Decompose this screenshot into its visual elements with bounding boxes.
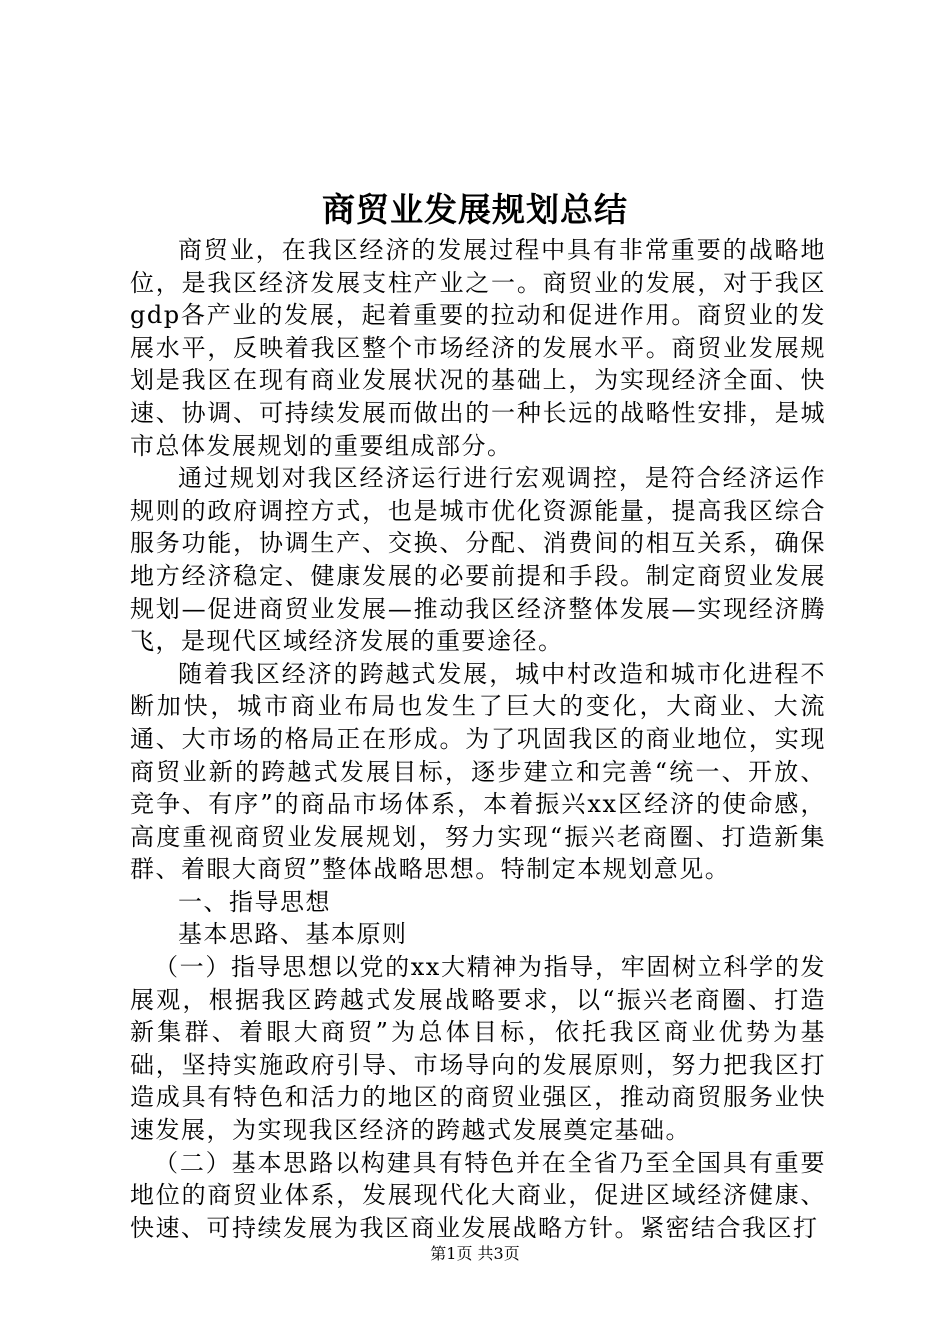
paragraph-basic-approach: （二）基本思路以构建具有特色并在全省乃至全国具有重要地位的商贸业体系，发展现代化大商业，促进区域经济健康、快速、可持续发展为我区商业发展战略方针。紧密结合我区打 [130,1148,826,1242]
document-body [130,234,826,1244]
page-footer: 第1页 共3页 [430,1244,520,1263]
document-title: 商贸业发展规划总结 [322,190,628,229]
section-subheading-basic-principles: 基本思路、基本原则 [178,920,408,949]
paragraph-planning-regulation: 通过规划对我区经济运行进行宏观调控，是符合经济运作规则的政府调控方式，也是城市优化资源能量，提高我区综合服务功能，协调生产、交换、分配、消费间的相互关系，确保地方经济稳定、健康发展的必要前提和手段。制定商贸业发展规划—促进商贸业发展—推动我区经济整体发展—实现经济腾飞，是现代区域经济发展的重要途径。 [130,464,826,656]
paragraph-intro: 商贸业，在我区经济的发展过程中具有非常重要的战略地位，是我区经济发展支柱产业之一。商贸业的发展，对于我区gdp各产业的发展，起着重要的拉动和促进作用。商贸业的发展水平，反映着我区整个市场经济的发展水平。商贸业发展规划是我区在现有商业发展状况的基础上，为实现经济全面、快速、协调、可持续发展而做出的一种长远的战略性安排，是城市总体发展规划的重要组成部分。 [130,236,826,460]
section-heading-guiding-ideology: 一、指导思想 [178,887,331,916]
paragraph-guiding-ideology: （一）指导思想以党的xx大精神为指导，牢固树立科学的发展观，根据我区跨越式发展战略要求，以“振兴老商圈、打造新集群、着眼大商贸”为总体目标，依托我区商业优势为基础，坚持实施政府引导、市场导向的发展原则，努力把我区打造成具有特色和活力的地区的商贸业强区，推动商贸服务业快速发展，为实现我区经济的跨越式发展奠定基础。 [130,953,826,1145]
paragraph-development-background: 随着我区经济的跨越式发展，城中村改造和城市化进程不断加快，城市商业布局也发生了巨大的变化，大商业、大流通、大市场的格局正在形成。为了巩固我区的商业地位，实现商贸业新的跨越式发展目标，逐步建立和完善“统一、开放、竞争、有序”的商品市场体系，本着振兴xx区经济的使命感，高度重视商贸业发展规划，努力实现“振兴老商圈、打造新集群、着眼大商贸”整体战略思想。特制定本规划意见。 [130,659,826,884]
